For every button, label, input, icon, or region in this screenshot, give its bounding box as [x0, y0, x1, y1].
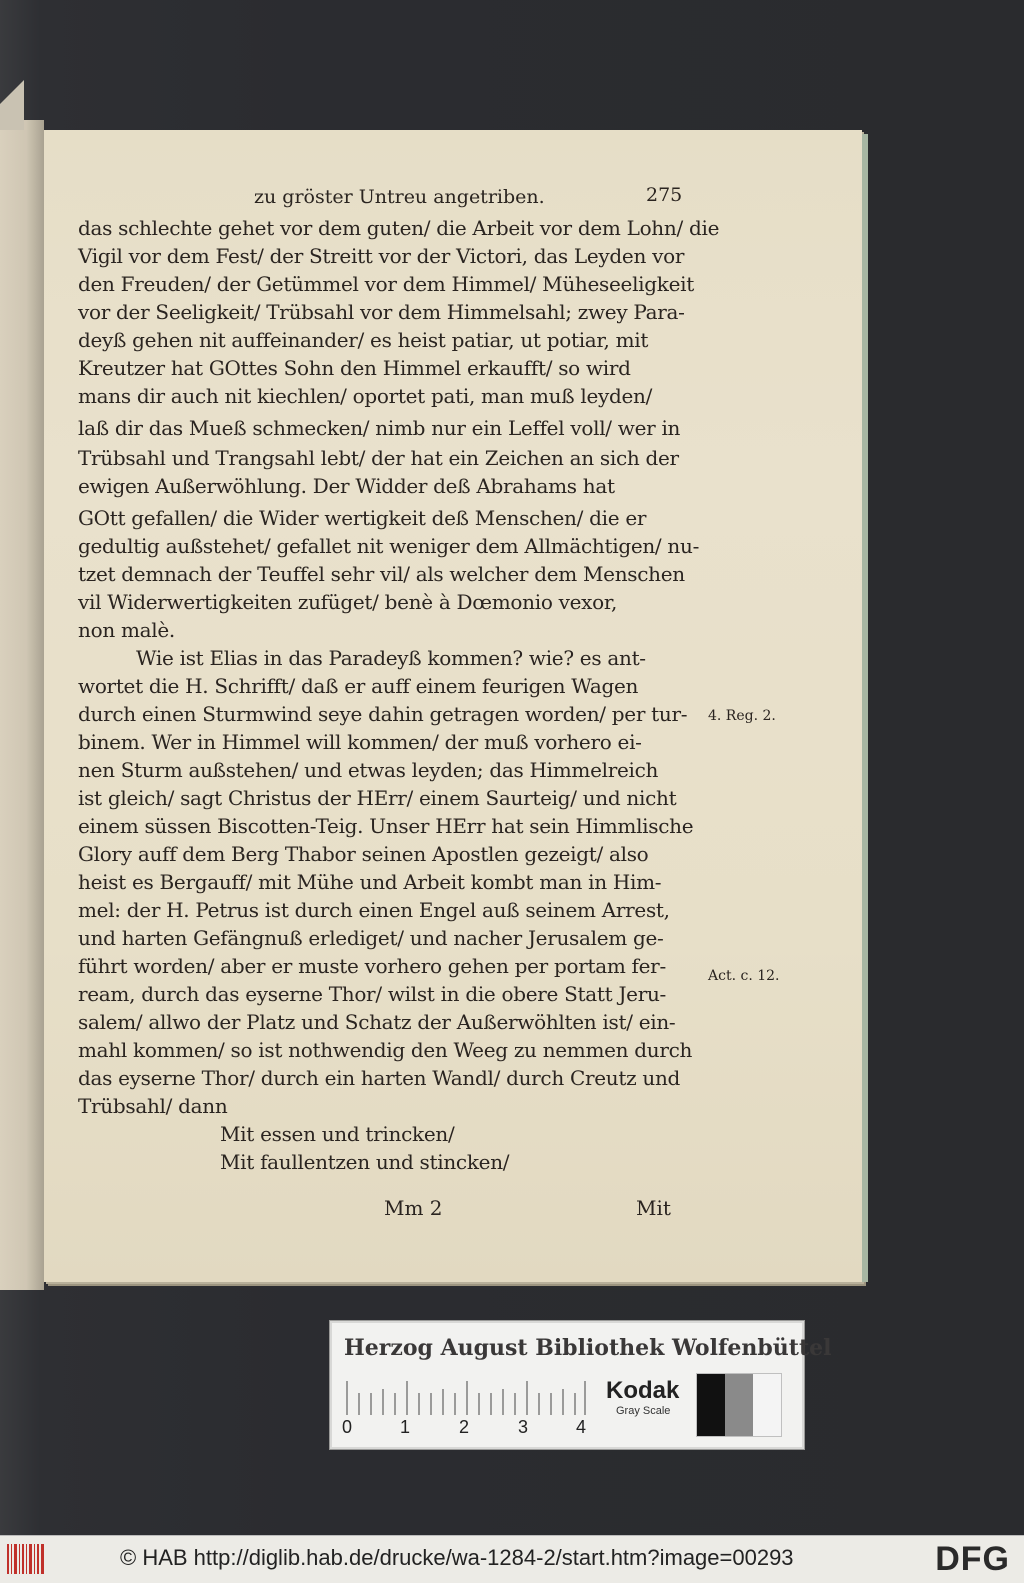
- ruler-number: 2: [459, 1417, 470, 1437]
- verse-line: Mit essen und trincken/: [220, 1122, 455, 1146]
- text-line: ream, durch das eyserne Thor/ wilst in die obere Statt Jeru-: [78, 982, 666, 1006]
- ruler-number: 3: [518, 1417, 529, 1437]
- text-line: deyß gehen nit auffeinander/ es heist patiar, ut potiar, mit: [78, 328, 649, 352]
- signature-mark: Mm 2: [384, 1196, 443, 1220]
- text-line: durch einen Sturmwind seye dahin getragen worden/ per tur-: [78, 702, 688, 726]
- text-line: laß dir das Mueß schmecken/ nimb nur ein Leffel voll/ wer in: [78, 416, 681, 440]
- kodak-logo: Kodak: [606, 1377, 680, 1404]
- ruler-number: 0: [342, 1417, 353, 1437]
- text-line: den Freuden/ der Getümmel vor dem Himmel/ Müheseeligkeit: [78, 272, 694, 296]
- page-number: 275: [646, 184, 683, 206]
- text-line: mel: der H. Petrus ist durch einen Engel auß seinem Arrest,: [78, 898, 670, 922]
- book-page: [44, 130, 862, 1282]
- text-line: salem/ allwo der Platz und Schatz der Außerwöhlten ist/ ein-: [78, 1010, 676, 1034]
- text-line: Wie ist Elias in das Paradeyß kommen? wie? es ant-: [136, 646, 646, 670]
- text-line: das schlechte gehet vor dem guten/ die Arbeit vor dem Lohn/ die: [78, 216, 720, 240]
- footer-bar: [0, 1535, 1024, 1583]
- text-line: heist es Bergauff/ mit Mühe und Arbeit kombt man in Him-: [78, 870, 662, 894]
- text-line: mahl kommen/ so ist nothwendig den Weeg zu nemmen durch: [78, 1038, 693, 1062]
- text-line: tzet demnach der Teuffel sehr vil/ als welcher dem Menschen: [78, 562, 685, 586]
- dfg-logo: DFG: [935, 1540, 1010, 1578]
- kodak-color-card: [330, 1321, 832, 1449]
- text-line: Vigil vor dem Fest/ der Streitt vor der Victori, das Leyden vor: [78, 244, 685, 268]
- ruler-scale: [346, 1379, 586, 1419]
- gray-patch-black: [697, 1374, 725, 1436]
- catchword: Mit: [636, 1196, 671, 1220]
- text-line: binem. Wer in Himmel will kommen/ der muß vorhero ei-: [78, 730, 642, 754]
- barcode-icon: [6, 1542, 46, 1576]
- marginal-note: 4. Reg. 2.: [708, 708, 776, 724]
- text-line: mans dir auch nit kiechlen/ oportet pati, man muß leyden/: [78, 384, 653, 408]
- text-line: das eyserne Thor/ durch ein harten Wandl/ durch Creutz und: [78, 1066, 681, 1090]
- page-edge-shadow: [862, 134, 868, 1282]
- text-line: GOtt gefallen/ die Wider wertigkeit deß Menschen/ die er: [78, 506, 647, 530]
- marginal-note: Act. c. 12.: [708, 968, 780, 984]
- facing-page-edge: [0, 120, 44, 1290]
- text-line: ist gleich/ sagt Christus der HErr/ einem Saurteig/ und nicht: [78, 786, 677, 810]
- text-line: führt worden/ aber er muste vorhero gehen per portam fer-: [78, 954, 666, 978]
- text-line: einem süssen Biscotten-Teig. Unser HErr hat sein Himmlische: [78, 814, 694, 838]
- text-line: vil Widerwertigkeiten zufüget/ benè à Dœmonio vexor,: [78, 590, 618, 614]
- running-head: zu gröster Untreu angetriben.: [254, 186, 545, 208]
- card-title: Herzog August Bibliothek Wolfenbüttel: [344, 1335, 832, 1361]
- text-line: Trübsahl/ dann: [78, 1094, 228, 1118]
- verse-line: Mit faullentzen und stincken/: [220, 1150, 510, 1174]
- text-line: Kreutzer hat GOttes Sohn den Himmel erkaufft/ so wird: [78, 356, 631, 380]
- ruler-number: 4: [576, 1417, 587, 1437]
- gray-patch-mid: [725, 1374, 753, 1436]
- text-line: ewigen Außerwöhlung. Der Widder deß Abrahams hat: [78, 474, 615, 498]
- text-line: non malè.: [78, 618, 175, 642]
- footer-credit-link[interactable]: © HAB http://diglib.hab.de/drucke/wa-1284-2/start.htm?image=00293: [120, 1545, 794, 1570]
- gray-scale-patches: [696, 1373, 782, 1437]
- text-line: und harten Gefängnuß erlediget/ und nacher Jerusalem ge-: [78, 926, 664, 950]
- ruler-number: 1: [400, 1417, 411, 1437]
- text-line: Trübsahl und Trangsahl lebt/ der hat ein Zeichen an sich der: [78, 446, 679, 470]
- text-line: nen Sturm außstehen/ und etwas leyden; das Himmelreich: [78, 758, 659, 782]
- kodak-subtitle: Gray Scale: [616, 1405, 671, 1417]
- text-line: Glory auff dem Berg Thabor seinen Apostlen gezeigt/ also: [78, 842, 649, 866]
- facing-page-corner: [0, 70, 24, 130]
- gray-patch-white: [753, 1374, 781, 1436]
- text-line: gedultig außstehet/ gefallet nit weniger dem Allmächtigen/ nu-: [78, 534, 700, 558]
- text-line: vor der Seeligkeit/ Trübsahl vor dem Himmelsahl; zwey Para-: [78, 300, 685, 324]
- text-line: wortet die H. Schrifft/ daß er auff einem feurigen Wagen: [78, 674, 639, 698]
